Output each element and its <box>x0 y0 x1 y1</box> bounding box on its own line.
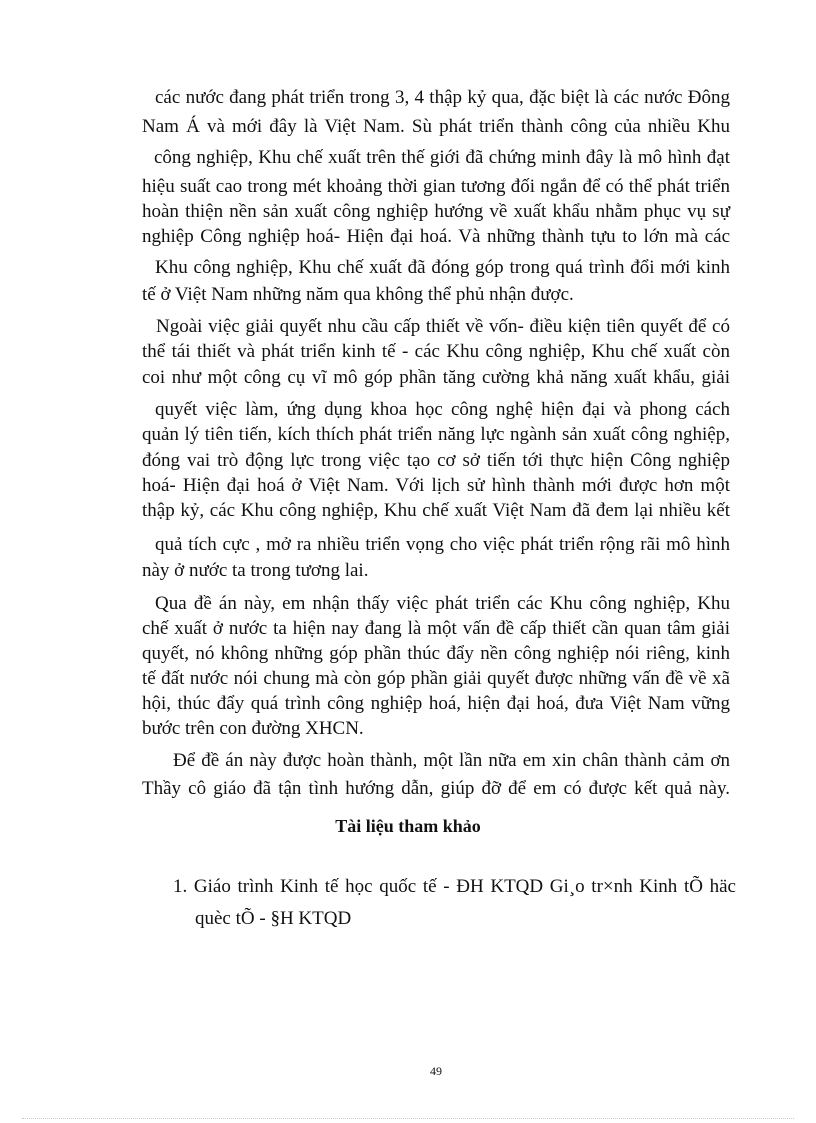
reference-line: quèc tÕ - §H KTQD <box>195 908 352 929</box>
text-line: đóng vai trò động lực trong việc tạo cơ sở tiến tới thực hiện Công nghiệp <box>142 450 730 471</box>
text-line: Nam Á và mới đây là Việt Nam. Sù phát triển thành công của nhiều Khu <box>142 116 730 137</box>
footer-divider <box>22 1118 794 1119</box>
text-line: các nước đang phát triển trong 3, 4 thập kỷ qua, đặc biệt là các nước Đông <box>155 87 730 108</box>
text-line: hoá- Hiện đại hoá ở Việt Nam. Với lịch sử hình thành mới được hơn một <box>142 475 730 496</box>
page-number: 49 <box>430 1064 442 1078</box>
text-line: coi như một công cụ vĩ mô góp phần tăng cường khả năng xuất khẩu, giải <box>142 367 730 388</box>
text-line: Khu công nghiệp, Khu chế xuất đã đóng góp trong quá trình đổi mới kinh <box>155 257 730 278</box>
references-heading: Tài liệu tham khảo <box>335 816 481 836</box>
text-line: quyết việc làm, ứng dụng khoa học công nghệ hiện đại và phong cách <box>155 399 730 420</box>
text-line: công nghiệp, Khu chế xuất trên thế giới đã chứng minh đây là mô hình đạt <box>154 147 730 168</box>
text-line: chế xuất ở nước ta hiện nay đang là một vấn đề cấp thiết cần quan tâm giải <box>142 618 730 639</box>
text-line: thể tái thiết và phát triển kinh tế - các Khu công nghiệp, Khu chế xuất còn <box>142 341 730 362</box>
text-line: quản lý tiên tiến, kích thích phát triển năng lực ngành sản xuất công nghiệp, <box>142 424 730 445</box>
text-line: Để đề án này được hoàn thành, một lần nữa em xin chân thành cảm ơn <box>173 750 730 771</box>
text-line: hội, thúc đẩy quá trình công nghiệp hoá, hiện đại hoá, đưa Việt Nam vững <box>142 693 730 714</box>
reference-line: 1. Giáo trình Kinh tế học quốc tế - ĐH KTQD Gi¸o tr×nh Kinh tÕ häc <box>173 876 736 897</box>
text-line: tế đất nước nói chung mà còn góp phần giải quyết được những vấn đề về xã <box>142 668 730 689</box>
text-line: quyết, nó không những góp phần thúc đẩy nền công nghiệp nói riêng, kinh <box>142 643 730 664</box>
text-line: hoàn thiện nền sản xuất công nghiệp hướng về xuất khẩu nhằm phục vụ sự <box>142 201 730 222</box>
text-line: hiệu suất cao trong mét khoảng thời gian tương đối ngắn để có thể phát triển <box>142 176 730 197</box>
text-line: quả tích cực , mở ra nhiều triển vọng cho việc phát triển rộng rãi mô hình <box>155 534 730 555</box>
text-line: Thầy cô giáo đã tận tình hướng dẫn, giúp đỡ để em có được kết quả này. <box>142 778 730 799</box>
text-line: này ở nước ta trong tương lai. <box>142 560 369 581</box>
text-line: nghiệp Công nghiệp hoá- Hiện đại hoá. Và những thành tựu to lớn mà các <box>142 226 730 247</box>
text-line: thập kỷ, các Khu công nghiệp, Khu chế xuất Việt Nam đã đem lại nhiều kết <box>142 500 730 521</box>
text-line: Qua đề án này, em nhận thấy việc phát triển các Khu công nghiệp, Khu <box>155 593 730 614</box>
text-line: Ngoài việc giải quyết nhu cầu cấp thiết về vốn- điều kiện tiên quyết để có <box>156 316 730 337</box>
text-line: bước trên con đường XHCN. <box>142 718 364 739</box>
text-line: tế ở Việt Nam những năm qua không thể phủ nhận được. <box>142 284 574 305</box>
